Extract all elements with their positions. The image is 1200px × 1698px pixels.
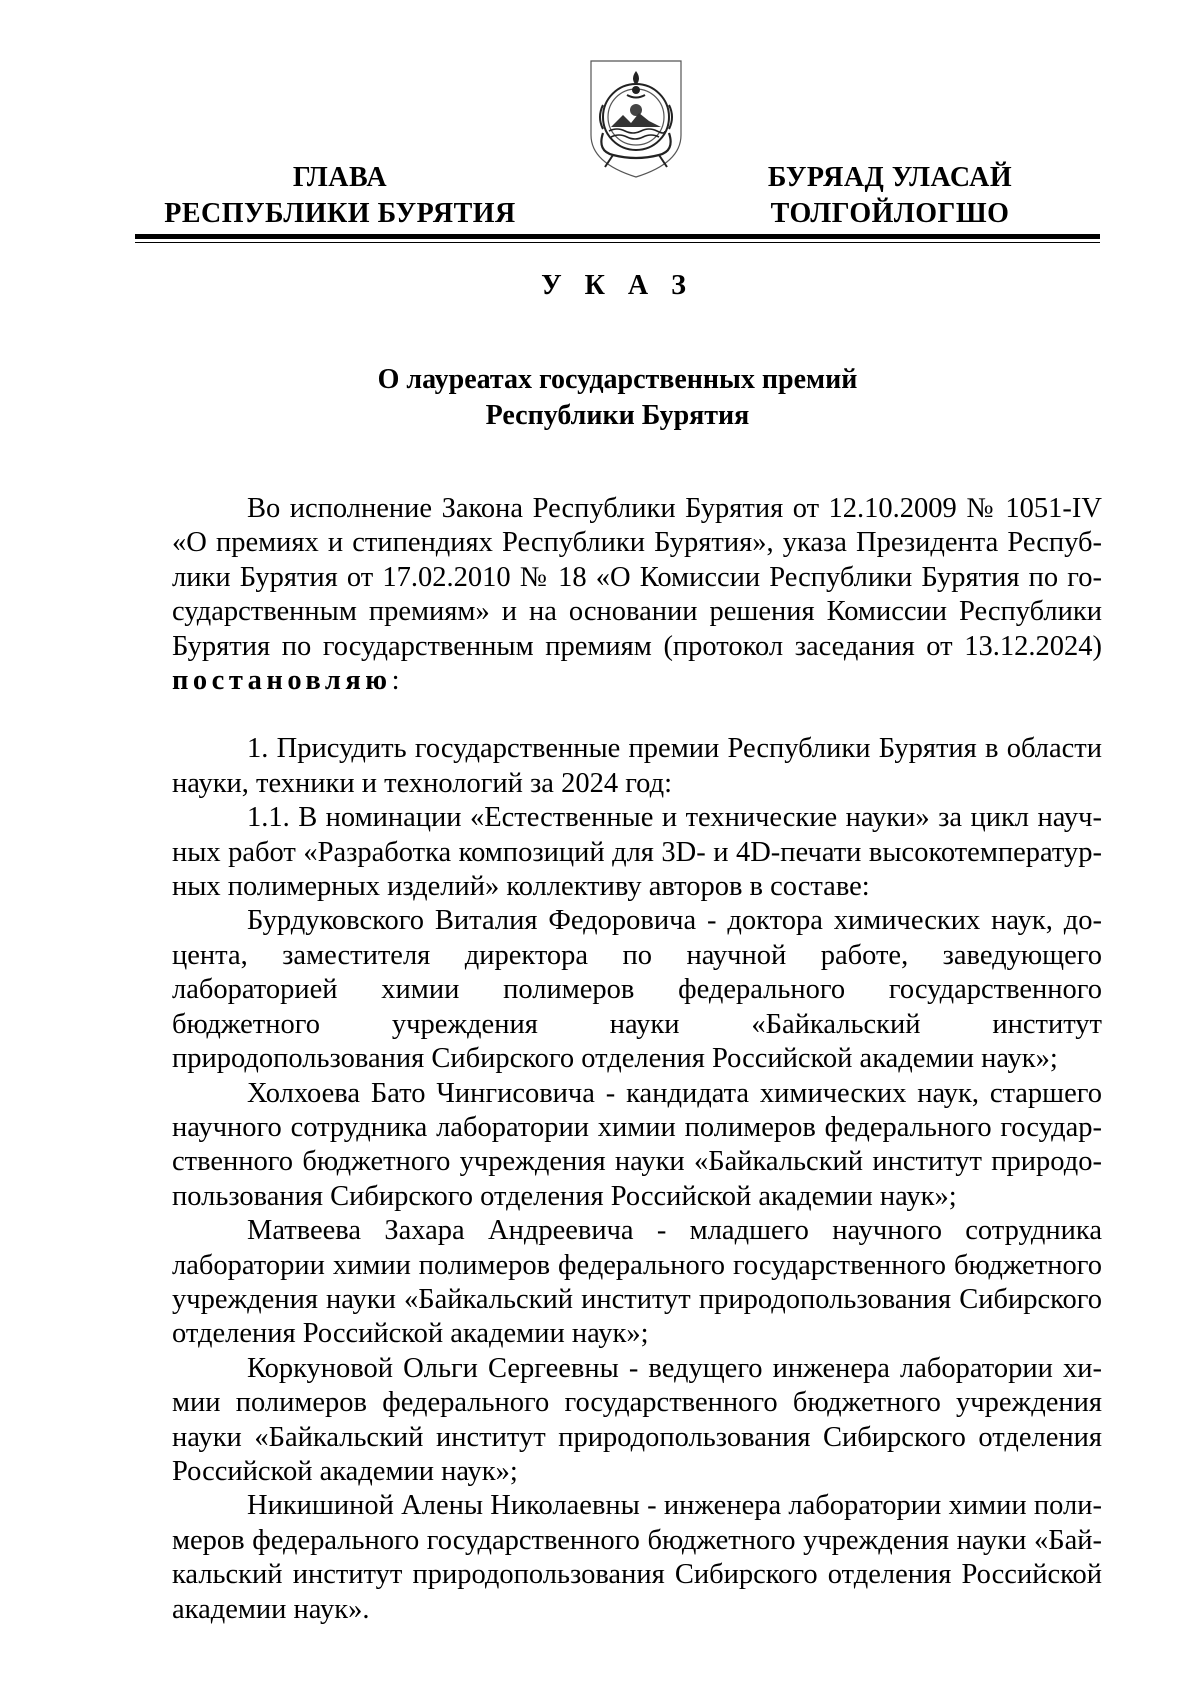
decree-keyword: постановляю — [172, 665, 392, 697]
document-title-line-1: О лауреатах государственных премий — [377, 364, 858, 395]
author-4: Коркуновой Ольги Сергеевны - ведущего инженера лаборатории химии полимеров федерального государственного бюджетного учреждения науки «Байкальский институт природопользования Сибирского отделения Российской академии наук»; — [172, 1352, 1102, 1487]
issuer-line-1: ГЛАВА — [292, 162, 388, 193]
author-1: Бурдуковского Виталия Федоровича - доктора химических наук, доцента, заместителя директора по научной работе, заведующего лабораторией химии полимеров федерального государственного бюджетного учреждения науки «Байкальский институт природопользования Сибирского отделения Российской академии наук»; — [172, 905, 1102, 1075]
author-2: Холхоева Бато Чингисовича - кандидата химических наук, старшего научного сотрудника лаборатории химии полимеров федерального государственного бюджетного учреждения науки «Байкальский институт природопользования Сибирского отделения Российской академии наук»; — [172, 1077, 1102, 1212]
issuer-line-2-bua: ТОЛГОЙЛОГШО — [770, 198, 1010, 229]
document-title — [0, 362, 1200, 434]
document-title-line-2: Республики Бурятия — [485, 400, 750, 431]
issuer-title-ru — [150, 160, 530, 232]
decree-keyword-colon: : — [391, 665, 400, 697]
clause-1-1: 1.1. В номинации «Естественные и технические науки» за цикл научных работ «Разработка композиций для 3D- и 4D-печати высокотемпературных полимерных изделий» коллективу авторов в составе: — [172, 802, 1102, 903]
issuer-title-bua — [740, 160, 1040, 232]
preamble-text: Во исполнение Закона Республики Бурятия от 12.10.2009 № 1051-IV «О премиях и стипендиях Республики Бурятия», указа Президента Республики Бурятия от 17.02.2010 № 18 «О Комиссии Республики Бурятия по государственным премиям» и на основании решения Комиссии Республики Бурятия по государственным премиям (протокол заседания от 13.12.2024) — [172, 493, 1102, 662]
document-body — [172, 492, 1102, 1627]
header-divider-thick — [135, 234, 1100, 239]
clause-1: 1. Присудить государственные премии Республики Бурятия в области науки, техники и технологий за 2024 год: — [172, 733, 1102, 799]
document-type: У К А З — [541, 270, 694, 301]
coat-of-arms-icon — [583, 55, 689, 180]
author-3: Матвеева Захара Андреевича - младшего научного сотрудника лаборатории химии полимеров федерального государственного бюджетного учреждения науки «Байкальский институт природопользования Сибирского отделения Российской академии наук»; — [172, 1215, 1102, 1350]
issuer-line-2: РЕСПУБЛИКИ БУРЯТИЯ — [164, 198, 516, 229]
issuer-line-1-bua: БУРЯАД УЛАСАЙ — [767, 162, 1013, 193]
author-5: Никишиной Алены Николаевны - инженера лаборатории химии полимеров федерального государственного бюджетного учреждения науки «Байкальский институт природопользования Сибирского отделения Российской академии наук». — [172, 1490, 1102, 1625]
header-divider-thin — [135, 242, 1100, 243]
preamble-paragraph — [172, 492, 1102, 698]
